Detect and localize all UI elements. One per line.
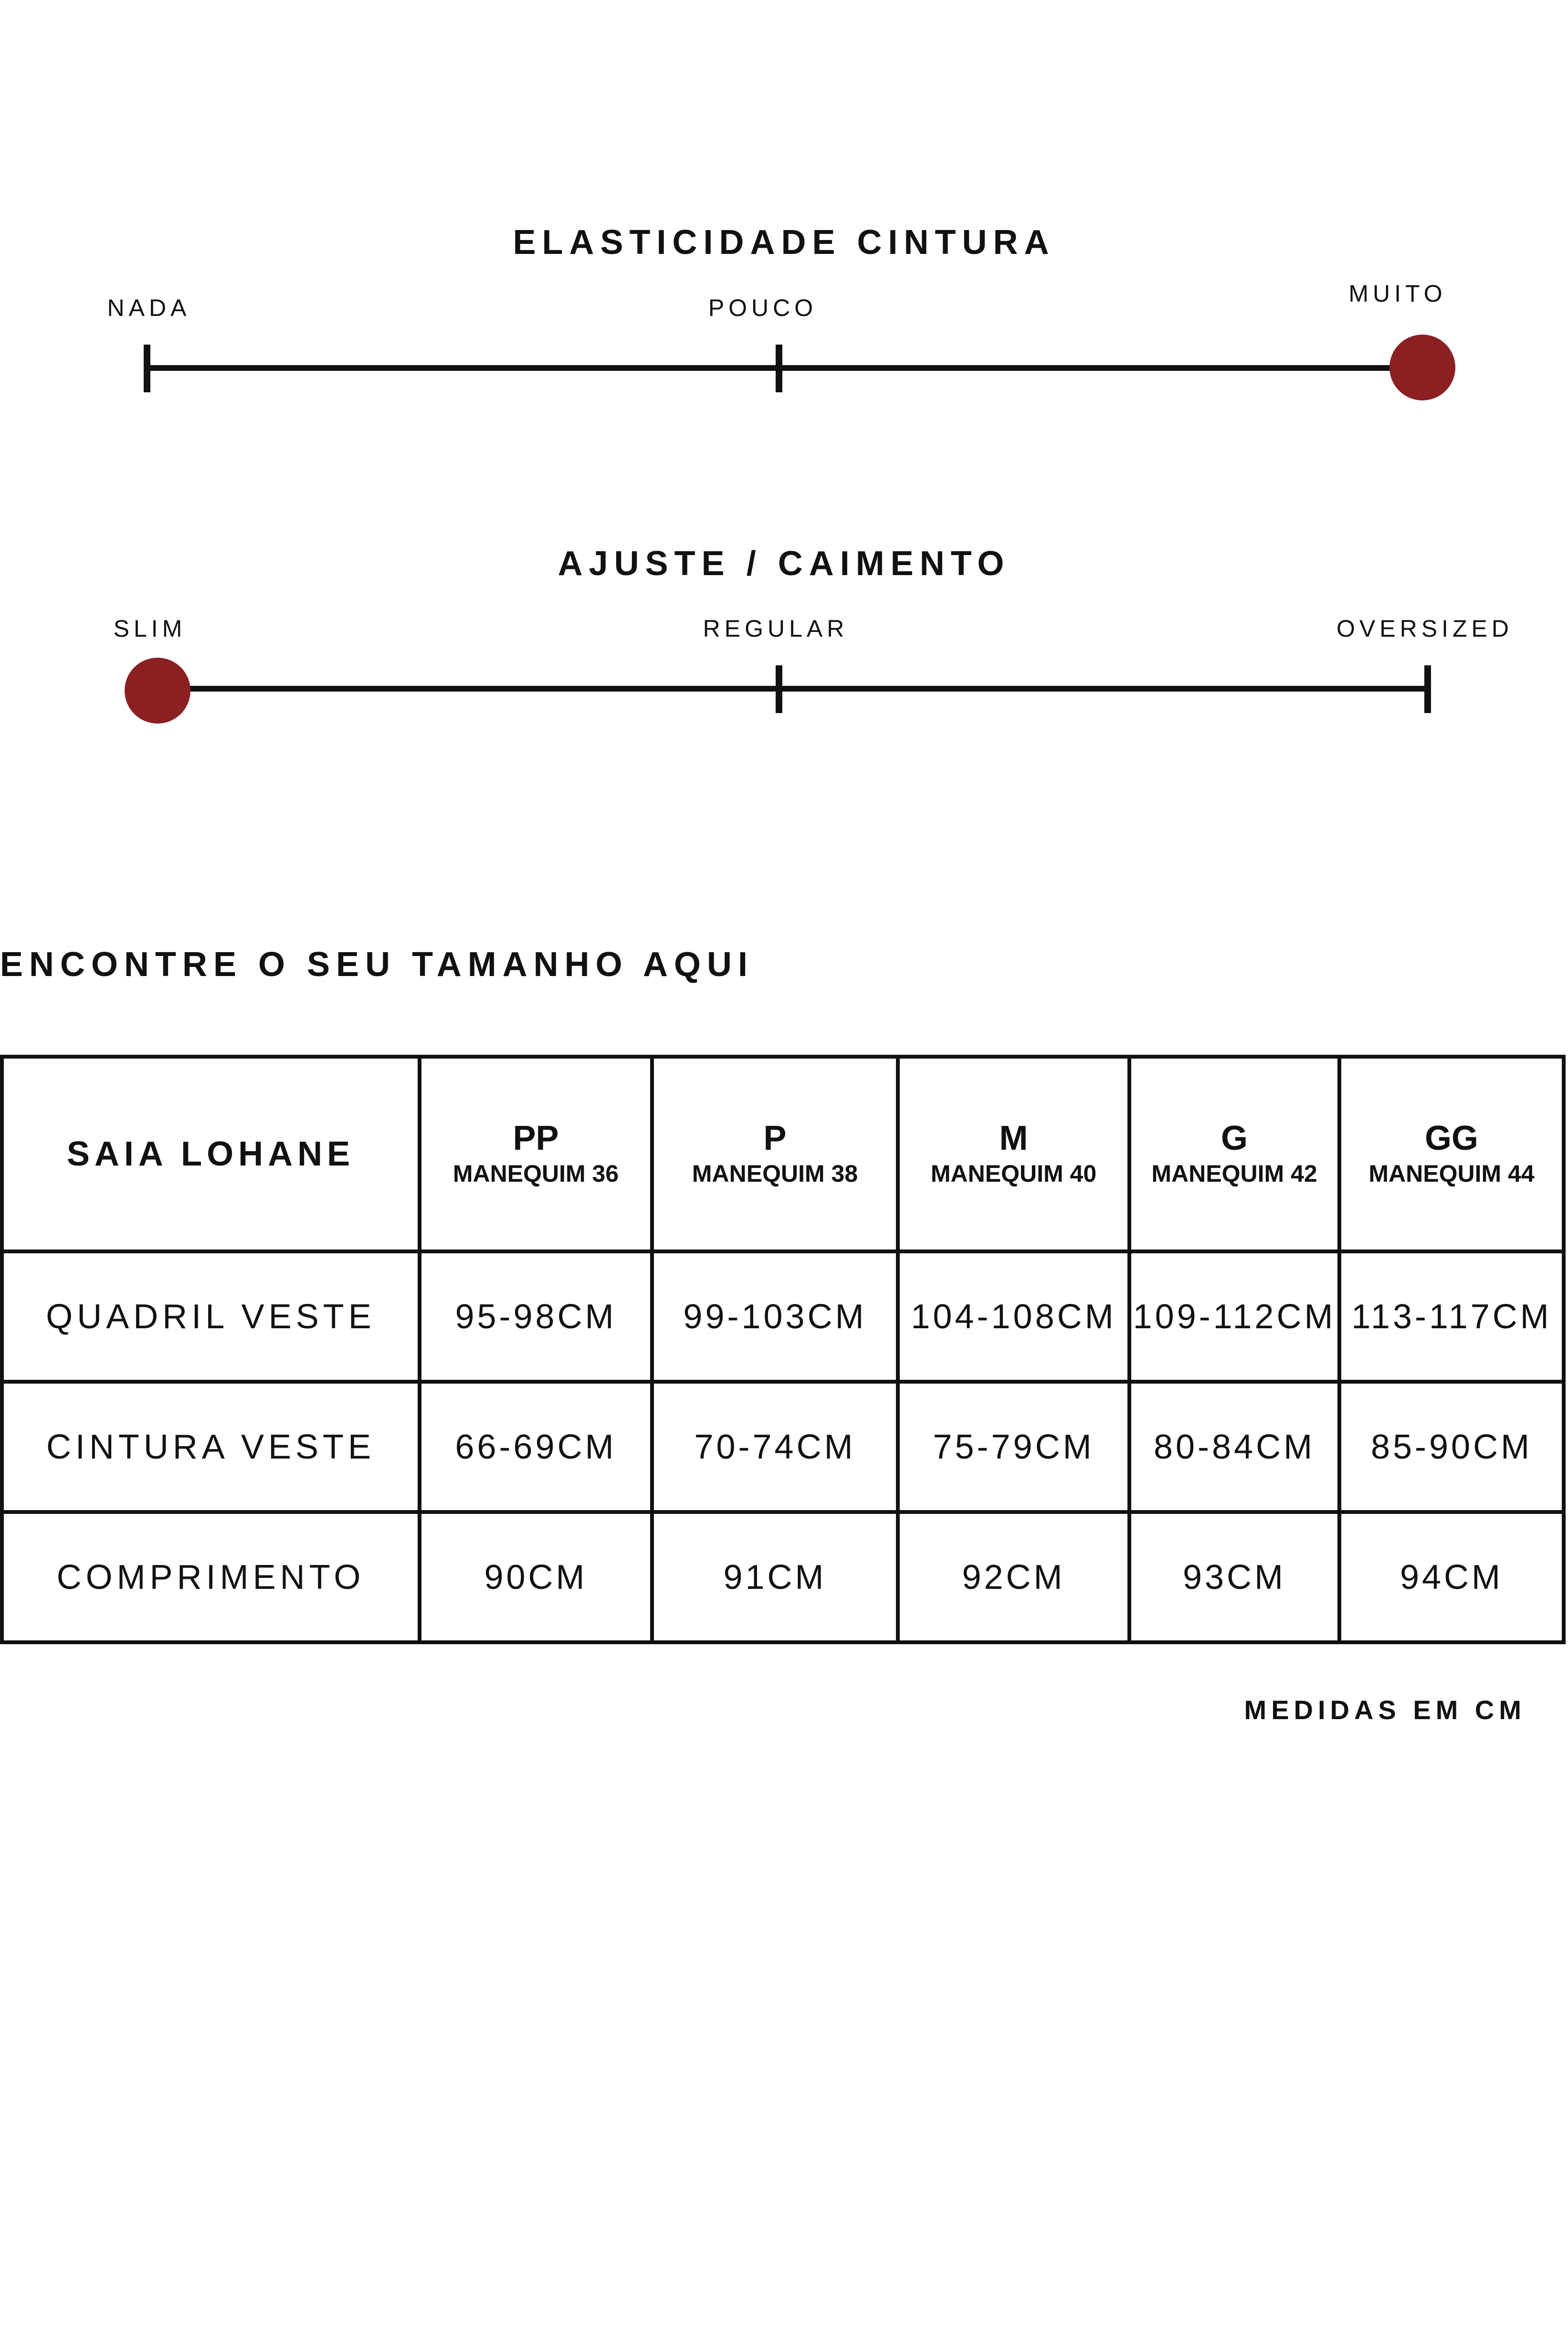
size-mannequin: MANEQUIM 38 — [692, 1160, 858, 1187]
size-table — [0, 1055, 1566, 1644]
size-code: M — [999, 1119, 1028, 1158]
size-mannequin: MANEQUIM 44 — [1368, 1160, 1535, 1187]
row-label: COMPRIMENTO — [2, 1512, 420, 1642]
row-label: CINTURA VESTE — [2, 1382, 420, 1512]
fit-label-regular: REGULAR — [703, 615, 849, 642]
table-cell: 99-103CM — [652, 1251, 898, 1382]
table-cell: 70-74CM — [652, 1382, 898, 1512]
size-table-header-row — [2, 1057, 1564, 1251]
size-code: P — [763, 1119, 787, 1158]
table-row-hip — [2, 1251, 1564, 1382]
size-mannequin: MANEQUIM 42 — [1151, 1160, 1317, 1187]
size-guide-heading: ENCONTRE O SEU TAMANHO AQUI — [0, 945, 754, 984]
elasticity-label-nada: NADA — [107, 294, 191, 321]
elasticity-label-muito: MUITO — [1348, 280, 1447, 307]
elasticity-tick-start — [144, 345, 150, 392]
size-header-g — [1129, 1057, 1339, 1251]
elasticity-selected-marker — [1389, 335, 1455, 400]
measurement-unit-note: MEDIDAS EM CM — [1244, 1695, 1526, 1725]
table-cell: 91CM — [652, 1512, 898, 1642]
table-cell: 85-90CM — [1339, 1382, 1564, 1512]
table-row-waist — [2, 1382, 1564, 1512]
size-mannequin: MANEQUIM 36 — [453, 1160, 619, 1187]
row-label: QUADRIL VESTE — [2, 1251, 420, 1382]
table-row-length — [2, 1512, 1564, 1642]
fit-label-oversized: OVERSIZED — [1336, 615, 1513, 642]
size-header-gg — [1339, 1057, 1564, 1251]
table-cell: 75-79CM — [898, 1382, 1129, 1512]
table-cell: 104-108CM — [898, 1251, 1129, 1382]
size-header-m — [898, 1057, 1129, 1251]
size-header-p — [652, 1057, 898, 1251]
table-cell: 94CM — [1339, 1512, 1564, 1642]
fit-track — [158, 686, 1431, 692]
table-cell: 66-69CM — [420, 1382, 652, 1512]
fit-tick-end — [1424, 665, 1431, 713]
size-header-pp — [420, 1057, 652, 1251]
fit-tick-middle — [776, 665, 782, 713]
size-mannequin: MANEQUIM 40 — [930, 1160, 1097, 1187]
table-cell: 113-117CM — [1339, 1251, 1564, 1382]
table-cell: 95-98CM — [420, 1251, 652, 1382]
table-cell: 109-112CM — [1129, 1251, 1339, 1382]
elasticity-label-pouco: POUCO — [708, 294, 818, 321]
fit-label-slim: SLIM — [113, 615, 187, 642]
elasticity-tick-middle — [776, 345, 782, 392]
table-cell: 93CM — [1129, 1512, 1339, 1642]
elasticity-title: ELASTICIDADE CINTURA — [513, 223, 1055, 262]
elasticity-track — [144, 365, 1423, 371]
size-code: G — [1221, 1119, 1248, 1158]
size-code: PP — [513, 1119, 559, 1158]
product-name: SAIA LOHANE — [66, 1135, 355, 1173]
table-cell: 80-84CM — [1129, 1382, 1339, 1512]
product-name-cell — [2, 1057, 420, 1251]
table-cell: 90CM — [420, 1512, 652, 1642]
fit-title: AJUSTE / CAIMENTO — [558, 545, 1010, 583]
fit-selected-marker — [125, 658, 190, 724]
table-cell: 92CM — [898, 1512, 1129, 1642]
size-code: GG — [1424, 1119, 1478, 1158]
